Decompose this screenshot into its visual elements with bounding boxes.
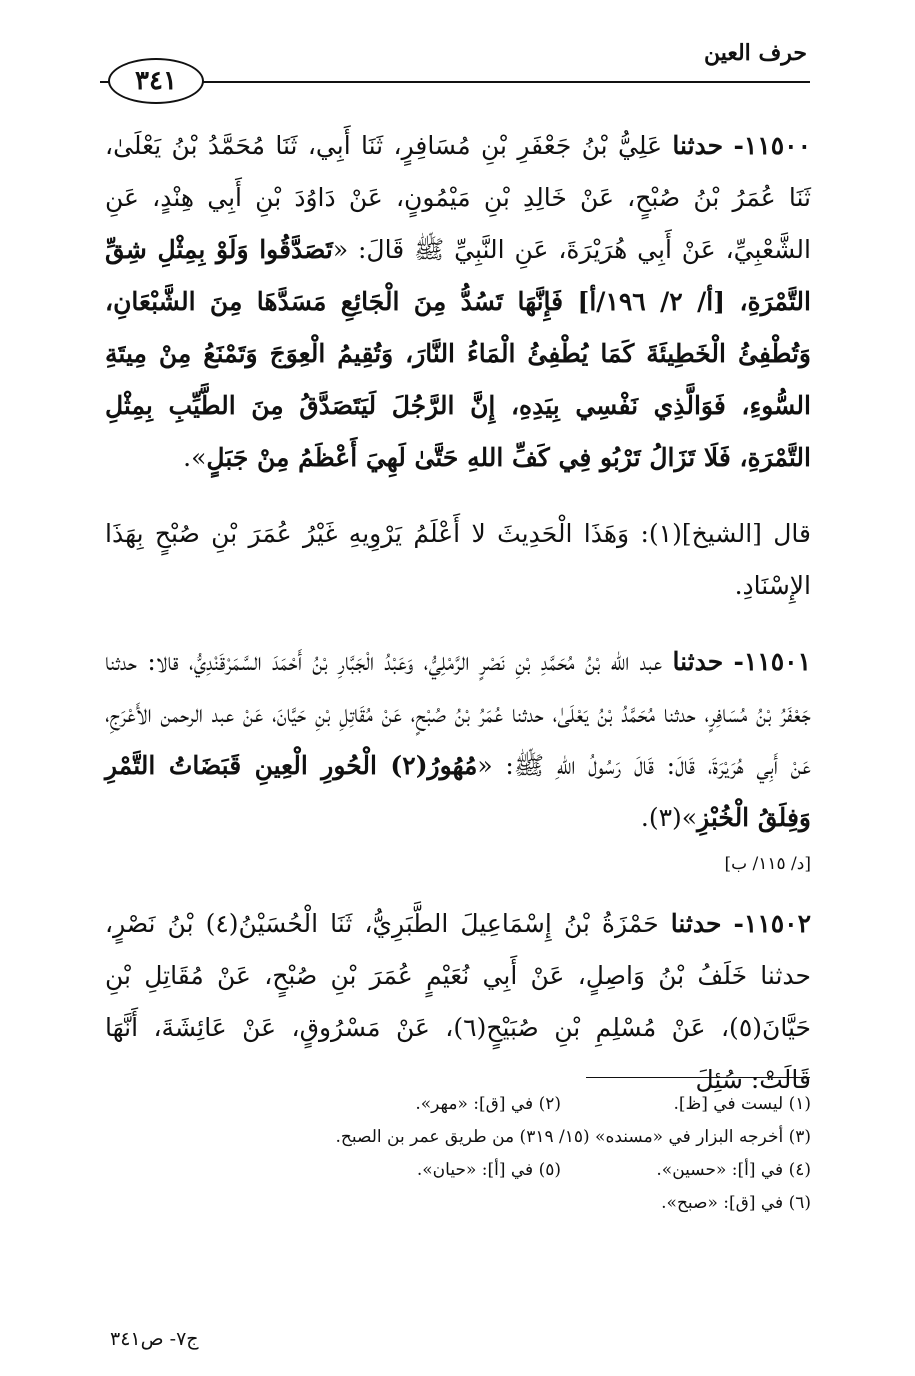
hadith-11502 <box>105 898 811 1106</box>
footnote-5: (٥) في [أ]: «حيان». <box>416 1160 561 1180</box>
hadith-chain: عبد الله بْنُ مُحَمَّدِ بْنِ نَصْرٍ الرَّمْلِيُّ، وَعَبْدُ الْجَبَّارِ بْنُ أَحْمَدَ السَّمَرْقَنْدِيُّ، قالا: حدثنا جَعْفَرُ بْنُ مُسَافِرٍ، حدثنا مُحَمَّدُ بْنُ يَعْلَىٰ، حدثنا عُمَرُ بْنُ صُبْحٍ، عَنْ مُقَاتِلِ بْنِ حَيَّانَ، عَنْ عبد الرحمن الأَعْرَجِ، عَنْ أَبِي هُرَيْرَةَ، قَالَ: قَالَ رَسُولُ اللهِ ﷺ: « <box>105 647 811 780</box>
main-text <box>105 120 811 1130</box>
hadith-number: ١١٥٠١- <box>733 647 811 676</box>
hadith-11500 <box>105 120 811 484</box>
volume-page-reference: ج٧- ص٣٤١ <box>110 1328 199 1350</box>
manuscript-reference: [د/ ١١٥/ ب] <box>724 854 811 874</box>
hadith-keyword: حدثنا <box>672 131 724 160</box>
hadith-closing: ». <box>183 443 207 472</box>
hadith-number: ١١٥٠٠- <box>733 131 812 160</box>
commentary-paragraph: قال [الشيخ](١): وَهَذَا الْحَدِيثَ لا أَعْلَمُ يَرْوِيهِ غَيْرُ عُمَرَ بْنِ صُبْحٍ بِهَذَا الإِسْنَادِ. <box>105 519 811 600</box>
footnote-row <box>105 1187 811 1220</box>
footnote-2: (٢) في [ق]: «مهر». <box>415 1094 561 1114</box>
hadith-chain: عَلِيُّ بْنُ جَعْفَرِ بْنِ مُسَافِرٍ، ثَنَا أَبِي، ثَنَا مُحَمَّدُ بْنُ يَعْلَىٰ، ثَنَا عُمَرُ بْنُ صُبْحٍ، عَنْ خَالِدِ بْنِ مَيْمُونٍ، عَنْ دَاوُدَ بْنِ أَبِي هِنْدٍ، عَنِ الشَّعْبِيِّ، عَنْ أَبِي هُرَيْرَةَ، عَنِ النَّبِيِّ ﷺ قَالَ: « <box>105 131 811 264</box>
footnote-1: (١) ليست في [ظ]. <box>673 1094 811 1114</box>
hadith-keyword: حدثنا <box>670 909 722 938</box>
footnotes <box>105 1088 811 1220</box>
running-title: حرف العين <box>703 40 807 66</box>
footnote-row <box>105 1121 811 1154</box>
footnote-row <box>105 1088 811 1121</box>
footnote-3: (٣) أخرجه البزار في «مسنده» (١٥/ ٣١٩) من طريق عمر بن الصبح. <box>335 1127 811 1147</box>
footnote-4: (٤) في [أ]: «حسين». <box>656 1160 811 1180</box>
hadith-matn: تَصَدَّقُوا وَلَوْ بِمِثْلِ شِقِّ التَّمْرَةِ، [أ/ ٢/ ١٩٦/أ] فَإِنَّهَا تَسُدُّ مِنَ الْجَائِعِ مَسَدَّهَا مِنَ الشَّبْعَانِ، وَتُطْفِئُ الْخَطِيئَةَ كَمَا يُطْفِئُ الْمَاءُ النَّارَ، وَتُقِيمُ الْعِوَجَ وَتَمْنَعُ مِنْ مِيتَةِ السُّوءِ، فَوَالَّذِي نَفْسِي بِيَدِهِ، إِنَّ الرَّجُلَ لَيَتَصَدَّقُ مِنَ الطَّيِّبِ بِمِثْلِ التَّمْرَةِ، فَلَا تَزَالُ تَرْبُو فِي كَفِّ اللهِ حَتَّىٰ لَهِيَ أَعْظَمُ مِنْ جَبَلٍ <box>105 235 811 472</box>
hadith-keyword: حدثنا <box>672 647 724 676</box>
footnote-row <box>105 1154 811 1187</box>
footnote-separator <box>586 1077 810 1078</box>
header-rule <box>100 81 810 83</box>
hadith-11501 <box>105 636 811 884</box>
hadith-number: ١١٥٠٢- <box>733 909 812 938</box>
hadith-matn: مُهُورُ(٢) الْحُورِ الْعِينِ قَبَضَاتُ التَّمْرِ وَفِلَقُ الْخُبْزِ <box>105 751 811 832</box>
page-number: ٣٤١ <box>108 58 204 104</box>
footnote-6: (٦) في [ق]: «صبح». <box>661 1193 811 1213</box>
hadith-chain: حَمْزَةُ بْنُ إِسْمَاعِيلَ الطَّبَرِيُّ، ثَنَا الْحُسَيْنُ(٤) بْنُ نَصْرٍ، حدثنا خَلَفُ بْنُ وَاصِلٍ، عَنْ أَبِي نُعَيْمٍ عُمَرَ بْنِ صُبْحٍ، عَنْ مُقَاتِلِ بْنِ حَيَّانَ(٥)، عَنْ مُسْلِمِ بْنِ صُبَيْحٍ(٦)، عَنْ مَسْرُوقٍ، عَنْ عَائِشَةَ، أَنَّهَا قَالَتْ: سُئِلَ <box>105 909 811 1094</box>
hadith-closing: »(٣). <box>640 803 698 832</box>
